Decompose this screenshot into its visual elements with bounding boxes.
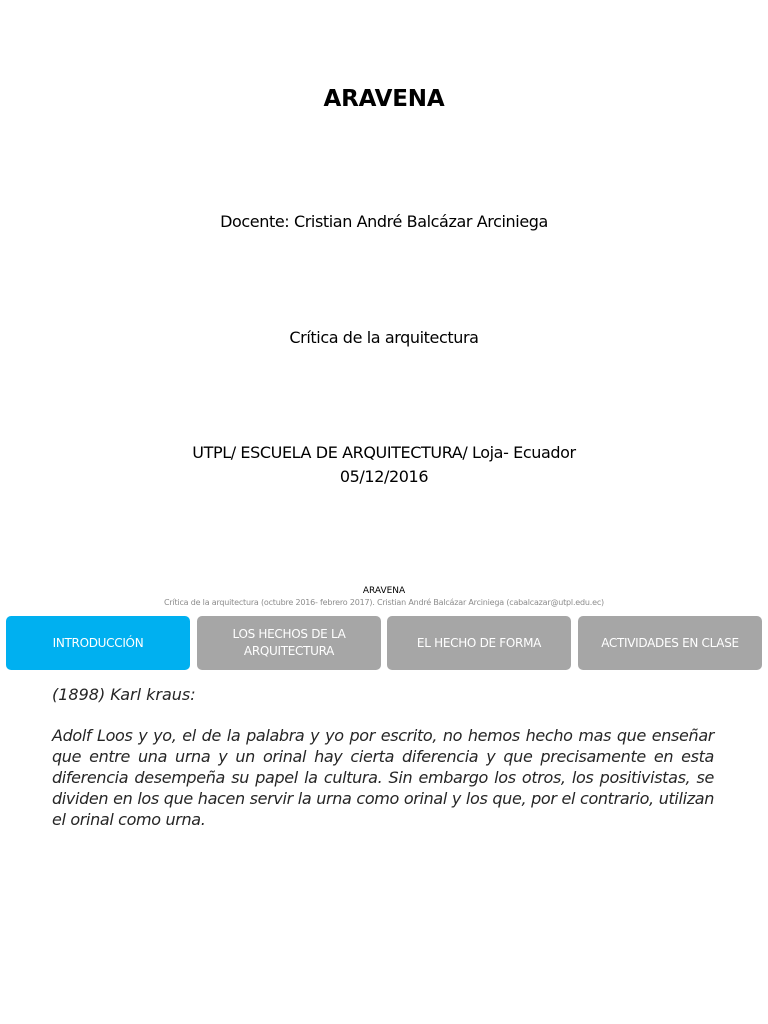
school-line: UTPL/ ESCUELA DE ARQUITECTURA/ Loja- Ecuador	[192, 443, 576, 462]
page-title: ARAVENA	[323, 86, 445, 112]
tab-introduccion[interactable]: INTRODUCCIÓN	[6, 616, 190, 670]
course-name: Crítica de la arquitectura	[289, 328, 479, 347]
teacher-name: Docente: Cristian André Balcázar Arciniega	[220, 212, 548, 231]
tab-los-hechos-de-la-arquitectura[interactable]: LOS HECHOS DE LA ARQUITECTURA	[197, 616, 381, 670]
tab-actividades-en-clase[interactable]: ACTIVIDADES EN CLASE	[578, 616, 762, 670]
nav-tabs	[6, 616, 762, 670]
header-title: ARAVENA	[362, 586, 406, 596]
quote-author: (1898) Karl kraus:	[52, 685, 196, 704]
date-line: 05/12/2016	[339, 467, 429, 486]
quote-body: Adolf Loos y yo, el de la palabra y yo por escrito, no hemos hecho mas que enseñar que entre una urna y un orinal hay cierta diferencia y que precisamente en esta diferencia desempeña su papel la cultura. Sin embargo los otros, los positivistas, se dividen en los que hacen servir la urna como orinal y los que, por el contrario, utilizan el orinal como urna.	[52, 726, 714, 829]
content-slide	[0, 580, 768, 1024]
header-subtitle: Crítica de la arquitectura (octubre 2016- febrero 2017). Cristian André Balcázar Arciniega (cabalcazar@utpl.edu.ec)	[164, 598, 604, 607]
tab-el-hecho-de-forma[interactable]: EL HECHO DE FORMA	[387, 616, 571, 670]
